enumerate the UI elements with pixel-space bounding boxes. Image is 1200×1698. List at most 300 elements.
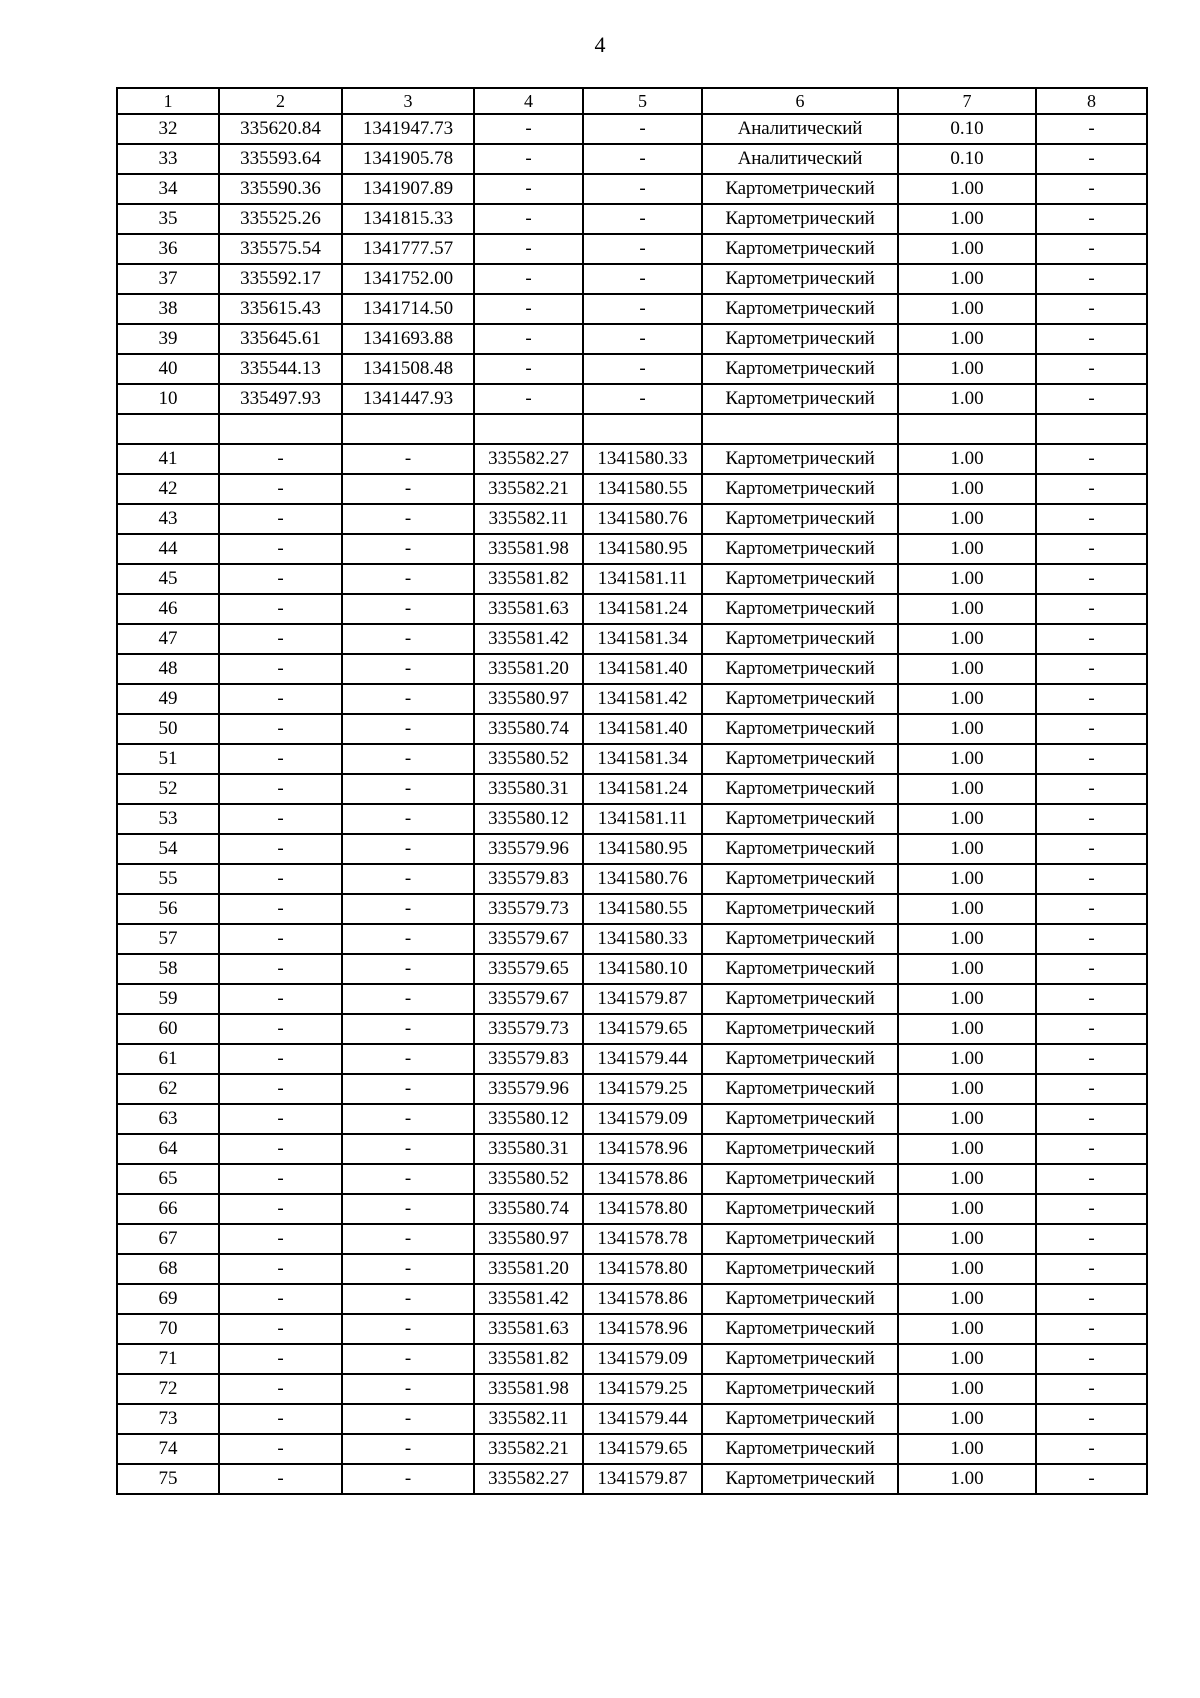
table-cell: - — [474, 174, 583, 204]
table-cell: - — [1036, 1134, 1147, 1164]
table-cell: Картометрический — [702, 324, 898, 354]
table-cell: 69 — [117, 1284, 219, 1314]
table-row — [117, 384, 1147, 414]
table-cell: Картометрический — [702, 474, 898, 504]
table-cell: 335580.31 — [474, 774, 583, 804]
table-cell: 1.00 — [898, 624, 1036, 654]
table-row — [117, 114, 1147, 144]
table-cell: 1.00 — [898, 1434, 1036, 1464]
table-cell: - — [219, 1224, 342, 1254]
table-cell: 1.00 — [898, 864, 1036, 894]
empty-cell — [117, 414, 219, 444]
table-cell: - — [342, 804, 474, 834]
table-cell: 58 — [117, 954, 219, 984]
table-cell: Картометрический — [702, 1254, 898, 1284]
table-cell: 65 — [117, 1164, 219, 1194]
table-cell: - — [1036, 534, 1147, 564]
table-cell: - — [219, 594, 342, 624]
table-cell: Картометрический — [702, 264, 898, 294]
table-cell: Картометрический — [702, 1434, 898, 1464]
table-cell: 335581.63 — [474, 1314, 583, 1344]
table-cell: Картометрический — [702, 774, 898, 804]
table-row — [117, 264, 1147, 294]
table-cell: 1341578.86 — [583, 1164, 702, 1194]
table-cell: - — [474, 204, 583, 234]
header-cell: 5 — [583, 88, 702, 114]
table-cell: - — [219, 1404, 342, 1434]
table-cell: 1.00 — [898, 1464, 1036, 1494]
table-cell: 38 — [117, 294, 219, 324]
table-cell: 1341579.09 — [583, 1344, 702, 1374]
table-cell: - — [342, 1014, 474, 1044]
table-cell: 42 — [117, 474, 219, 504]
table-cell: 1.00 — [898, 1374, 1036, 1404]
table-cell: 50 — [117, 714, 219, 744]
table-row — [117, 1344, 1147, 1374]
table-cell: 335581.82 — [474, 564, 583, 594]
table-cell: - — [219, 1464, 342, 1494]
table-cell: 335580.74 — [474, 1194, 583, 1224]
table-cell: - — [1036, 624, 1147, 654]
table-cell: Картометрический — [702, 1224, 898, 1254]
table-cell: - — [1036, 144, 1147, 174]
header-cell: 4 — [474, 88, 583, 114]
table-row — [117, 984, 1147, 1014]
table-cell: 1.00 — [898, 984, 1036, 1014]
table-cell: - — [219, 1434, 342, 1464]
table-cell: - — [1036, 174, 1147, 204]
table-cell: - — [342, 924, 474, 954]
table-cell: 36 — [117, 234, 219, 264]
table-cell: 1.00 — [898, 1134, 1036, 1164]
table-cell: 1.00 — [898, 1164, 1036, 1194]
header-cell: 2 — [219, 88, 342, 114]
table-cell: 1341752.00 — [342, 264, 474, 294]
table-cell: - — [474, 294, 583, 324]
table-cell: 1341581.11 — [583, 564, 702, 594]
table-row — [117, 324, 1147, 354]
table-cell: 335581.20 — [474, 1254, 583, 1284]
table-cell: Картометрический — [702, 1104, 898, 1134]
table-cell: 335497.93 — [219, 384, 342, 414]
table-cell: Картометрический — [702, 1164, 898, 1194]
table-cell: 1.00 — [898, 774, 1036, 804]
table-cell: - — [219, 1254, 342, 1284]
table-cell: 335580.74 — [474, 714, 583, 744]
table-row — [117, 1194, 1147, 1224]
table-row — [117, 1254, 1147, 1284]
table-cell: - — [219, 684, 342, 714]
table-cell: 335590.36 — [219, 174, 342, 204]
table-cell: 56 — [117, 894, 219, 924]
table-cell: 1.00 — [898, 1104, 1036, 1134]
table-cell: - — [342, 714, 474, 744]
table-cell: 46 — [117, 594, 219, 624]
table-cell: Картометрический — [702, 234, 898, 264]
table-cell: Картометрический — [702, 1284, 898, 1314]
table-cell: 1.00 — [898, 954, 1036, 984]
table-cell: - — [1036, 954, 1147, 984]
table-cell: 335581.82 — [474, 1344, 583, 1374]
table-cell: - — [342, 774, 474, 804]
table-cell: - — [219, 624, 342, 654]
table-cell: - — [1036, 1014, 1147, 1044]
header-cell: 6 — [702, 88, 898, 114]
table-cell: - — [1036, 1434, 1147, 1464]
table-cell: 335620.84 — [219, 114, 342, 144]
table-row — [117, 444, 1147, 474]
table-cell: - — [583, 264, 702, 294]
table-cell: Картометрический — [702, 804, 898, 834]
table-cell: 1.00 — [898, 504, 1036, 534]
table-row — [117, 504, 1147, 534]
table-row — [117, 744, 1147, 774]
table-cell: - — [342, 1434, 474, 1464]
table-row — [117, 204, 1147, 234]
table-cell: 75 — [117, 1464, 219, 1494]
table-cell: Картометрический — [702, 954, 898, 984]
table-cell: 335580.97 — [474, 1224, 583, 1254]
table-cell: 1341578.78 — [583, 1224, 702, 1254]
table-cell: - — [474, 264, 583, 294]
table-cell: - — [219, 1374, 342, 1404]
table-cell: - — [342, 744, 474, 774]
table-cell: 1.00 — [898, 1044, 1036, 1074]
table-row — [117, 864, 1147, 894]
table-cell: 335581.63 — [474, 594, 583, 624]
table-cell: - — [219, 714, 342, 744]
table-cell: - — [1036, 1224, 1147, 1254]
table-row — [117, 294, 1147, 324]
table-cell: 1.00 — [898, 294, 1036, 324]
table-cell: Картометрический — [702, 1464, 898, 1494]
table-cell: 335579.67 — [474, 924, 583, 954]
table-cell: Аналитический — [702, 114, 898, 144]
table-row — [117, 1134, 1147, 1164]
table-cell: - — [1036, 1404, 1147, 1434]
table-cell: - — [219, 924, 342, 954]
table-row — [117, 684, 1147, 714]
table-cell: 1341578.80 — [583, 1194, 702, 1224]
table-cell: - — [474, 324, 583, 354]
table-cell: 1.00 — [898, 594, 1036, 624]
table-row — [117, 774, 1147, 804]
table-cell: - — [1036, 1254, 1147, 1284]
table-cell: - — [342, 594, 474, 624]
table-cell: 72 — [117, 1374, 219, 1404]
table-cell: 335580.52 — [474, 744, 583, 774]
table-cell: - — [1036, 264, 1147, 294]
table-cell: 335579.83 — [474, 1044, 583, 1074]
empty-cell — [1036, 414, 1147, 444]
table-row — [117, 1164, 1147, 1194]
table-cell: - — [342, 1044, 474, 1074]
table-cell: - — [342, 894, 474, 924]
table-cell: Картометрический — [702, 1134, 898, 1164]
table-row — [117, 594, 1147, 624]
table-cell: 1341581.34 — [583, 744, 702, 774]
table-row — [117, 1224, 1147, 1254]
table-cell: - — [342, 954, 474, 984]
table-cell: 1341447.93 — [342, 384, 474, 414]
table-cell: 48 — [117, 654, 219, 684]
table-cell: 335579.65 — [474, 954, 583, 984]
table-cell: 1341579.25 — [583, 1074, 702, 1104]
table-cell: 335582.21 — [474, 474, 583, 504]
table-cell: - — [1036, 1464, 1147, 1494]
table-cell: 335580.31 — [474, 1134, 583, 1164]
table-cell: Картометрический — [702, 354, 898, 384]
table-cell: Картометрический — [702, 1374, 898, 1404]
table-cell: Картометрический — [702, 894, 898, 924]
table-cell: 1341714.50 — [342, 294, 474, 324]
table-cell: 335544.13 — [219, 354, 342, 384]
table-cell: - — [219, 1194, 342, 1224]
table-cell: 1.00 — [898, 684, 1036, 714]
table-cell: - — [219, 654, 342, 684]
table-row — [117, 1374, 1147, 1404]
table-row — [117, 234, 1147, 264]
table-cell: - — [219, 1314, 342, 1344]
table-cell: 1.00 — [898, 1314, 1036, 1344]
table-cell: - — [342, 1314, 474, 1344]
table-cell: 335581.42 — [474, 624, 583, 654]
table-cell: - — [342, 1134, 474, 1164]
table-row — [117, 1314, 1147, 1344]
table-cell: 1.00 — [898, 1194, 1036, 1224]
table-cell: - — [1036, 204, 1147, 234]
table-cell: 1341905.78 — [342, 144, 474, 174]
table-cell: - — [342, 684, 474, 714]
table-cell: - — [1036, 354, 1147, 384]
table-row — [117, 564, 1147, 594]
table-cell: - — [1036, 564, 1147, 594]
table-cell: 35 — [117, 204, 219, 234]
table-cell: 1341580.95 — [583, 534, 702, 564]
table-cell: - — [219, 1344, 342, 1374]
table-row — [117, 834, 1147, 864]
table-cell: - — [474, 354, 583, 384]
table-cell: 44 — [117, 534, 219, 564]
table-row — [117, 534, 1147, 564]
table-cell: 1341580.76 — [583, 864, 702, 894]
table-cell: 1341580.33 — [583, 924, 702, 954]
table-cell: - — [474, 234, 583, 264]
table-cell: 47 — [117, 624, 219, 654]
table-cell: - — [583, 204, 702, 234]
table-cell: - — [342, 1074, 474, 1104]
table-cell: 1341581.24 — [583, 774, 702, 804]
table-cell: 49 — [117, 684, 219, 714]
table-cell: 54 — [117, 834, 219, 864]
table-cell: 1.00 — [898, 444, 1036, 474]
table-cell: - — [219, 534, 342, 564]
table-cell: Картометрический — [702, 1074, 898, 1104]
table-cell: - — [219, 744, 342, 774]
table-cell: 335581.42 — [474, 1284, 583, 1314]
table-cell: 1.00 — [898, 1224, 1036, 1254]
table-cell: 1.00 — [898, 924, 1036, 954]
table-cell: Картометрический — [702, 1344, 898, 1374]
table-cell: - — [219, 1074, 342, 1104]
table-cell: 64 — [117, 1134, 219, 1164]
table-cell: - — [583, 144, 702, 174]
table-cell: 1341581.34 — [583, 624, 702, 654]
table-cell: Аналитический — [702, 144, 898, 174]
table-cell: 74 — [117, 1434, 219, 1464]
table-cell: - — [342, 1464, 474, 1494]
table-row — [117, 624, 1147, 654]
table-cell: 1341581.40 — [583, 714, 702, 744]
table-cell: 335582.11 — [474, 1404, 583, 1434]
separator-row — [117, 414, 1147, 444]
table-cell: 1341578.80 — [583, 1254, 702, 1284]
table-cell: Картометрический — [702, 684, 898, 714]
table-cell: 1.00 — [898, 654, 1036, 684]
table-cell: 1341508.48 — [342, 354, 474, 384]
table-row — [117, 1104, 1147, 1134]
table-row — [117, 1404, 1147, 1434]
table-cell: - — [583, 354, 702, 384]
table-cell: 335579.73 — [474, 1014, 583, 1044]
table-cell: 41 — [117, 444, 219, 474]
table-cell: 1.00 — [898, 1344, 1036, 1374]
table-cell: 1341580.95 — [583, 834, 702, 864]
table-cell: 1341581.40 — [583, 654, 702, 684]
table-cell: 55 — [117, 864, 219, 894]
table-cell: 1.00 — [898, 1254, 1036, 1284]
table-cell: 1341579.65 — [583, 1014, 702, 1044]
table-cell: 1341581.24 — [583, 594, 702, 624]
table-cell: - — [583, 234, 702, 264]
table-cell: 34 — [117, 174, 219, 204]
table-cell: - — [1036, 834, 1147, 864]
table-cell: - — [342, 504, 474, 534]
table-row — [117, 924, 1147, 954]
table-cell: - — [342, 1164, 474, 1194]
table-cell: - — [1036, 1104, 1147, 1134]
table-cell: 0.10 — [898, 144, 1036, 174]
table-cell: - — [1036, 234, 1147, 264]
table-cell: 37 — [117, 264, 219, 294]
table-cell: 1341580.55 — [583, 894, 702, 924]
table-row — [117, 354, 1147, 384]
table-cell: Картометрический — [702, 834, 898, 864]
table-cell: 1.00 — [898, 894, 1036, 924]
table-body — [117, 88, 1147, 1494]
table-cell: - — [219, 504, 342, 534]
table-cell: - — [219, 954, 342, 984]
table-row — [117, 894, 1147, 924]
header-cell: 7 — [898, 88, 1036, 114]
table-cell: - — [342, 1104, 474, 1134]
table-cell: - — [1036, 774, 1147, 804]
empty-cell — [219, 414, 342, 444]
table-cell: 335645.61 — [219, 324, 342, 354]
table-cell: - — [1036, 744, 1147, 774]
table-cell: 1.00 — [898, 174, 1036, 204]
table-cell: 1341579.44 — [583, 1044, 702, 1074]
table-cell: - — [1036, 1044, 1147, 1074]
table-cell: 1341947.73 — [342, 114, 474, 144]
table-cell: - — [474, 144, 583, 174]
table-cell: 335581.98 — [474, 1374, 583, 1404]
table-cell: 66 — [117, 1194, 219, 1224]
table-cell: - — [219, 444, 342, 474]
table-cell: 62 — [117, 1074, 219, 1104]
table-cell: 335592.17 — [219, 264, 342, 294]
table-cell: - — [219, 564, 342, 594]
table-cell: - — [1036, 1194, 1147, 1224]
table-cell: 1341777.57 — [342, 234, 474, 264]
table-cell: 335580.52 — [474, 1164, 583, 1194]
header-cell: 3 — [342, 88, 474, 114]
table-cell: 335579.83 — [474, 864, 583, 894]
table-cell: - — [342, 564, 474, 594]
table-cell: Картометрический — [702, 1044, 898, 1074]
table-cell: - — [583, 174, 702, 204]
table-cell: 1341579.87 — [583, 1464, 702, 1494]
table-cell: - — [342, 1374, 474, 1404]
table-cell: 52 — [117, 774, 219, 804]
table-cell: 67 — [117, 1224, 219, 1254]
table-cell: - — [1036, 654, 1147, 684]
header-cell: 1 — [117, 88, 219, 114]
table-row — [117, 714, 1147, 744]
table-cell: 1.00 — [898, 354, 1036, 384]
table-cell: 1341580.33 — [583, 444, 702, 474]
table-cell: 61 — [117, 1044, 219, 1074]
table-cell: - — [583, 384, 702, 414]
table-cell: 335593.64 — [219, 144, 342, 174]
table-cell: - — [1036, 714, 1147, 744]
table-cell: - — [342, 864, 474, 894]
coordinates-table — [116, 87, 1148, 1495]
table-cell: - — [1036, 114, 1147, 144]
table-cell: Картометрический — [702, 1194, 898, 1224]
table-cell: 335580.12 — [474, 804, 583, 834]
table-cell: - — [342, 654, 474, 684]
table-cell: 1341581.42 — [583, 684, 702, 714]
table-cell: 33 — [117, 144, 219, 174]
table-cell: - — [1036, 504, 1147, 534]
table-cell: 51 — [117, 744, 219, 774]
table-cell: 1341815.33 — [342, 204, 474, 234]
table-cell: - — [219, 984, 342, 1014]
table-cell: - — [219, 1164, 342, 1194]
table-cell: - — [1036, 804, 1147, 834]
table-cell: 10 — [117, 384, 219, 414]
table-cell: Картометрический — [702, 204, 898, 234]
table-cell: 1341907.89 — [342, 174, 474, 204]
table-cell: - — [1036, 1284, 1147, 1314]
table-row — [117, 1464, 1147, 1494]
table-cell: 1341579.25 — [583, 1374, 702, 1404]
empty-cell — [474, 414, 583, 444]
table-cell: 1341578.96 — [583, 1134, 702, 1164]
table-cell: - — [474, 384, 583, 414]
table-cell: - — [342, 1404, 474, 1434]
table-cell: 59 — [117, 984, 219, 1014]
table-row — [117, 174, 1147, 204]
table-cell: Картометрический — [702, 534, 898, 564]
table-cell: 1.00 — [898, 834, 1036, 864]
table-header-row — [117, 88, 1147, 114]
table-cell: 1341693.88 — [342, 324, 474, 354]
table-cell: 1341578.96 — [583, 1314, 702, 1344]
table-cell: 335581.20 — [474, 654, 583, 684]
table-cell: Картометрический — [702, 504, 898, 534]
